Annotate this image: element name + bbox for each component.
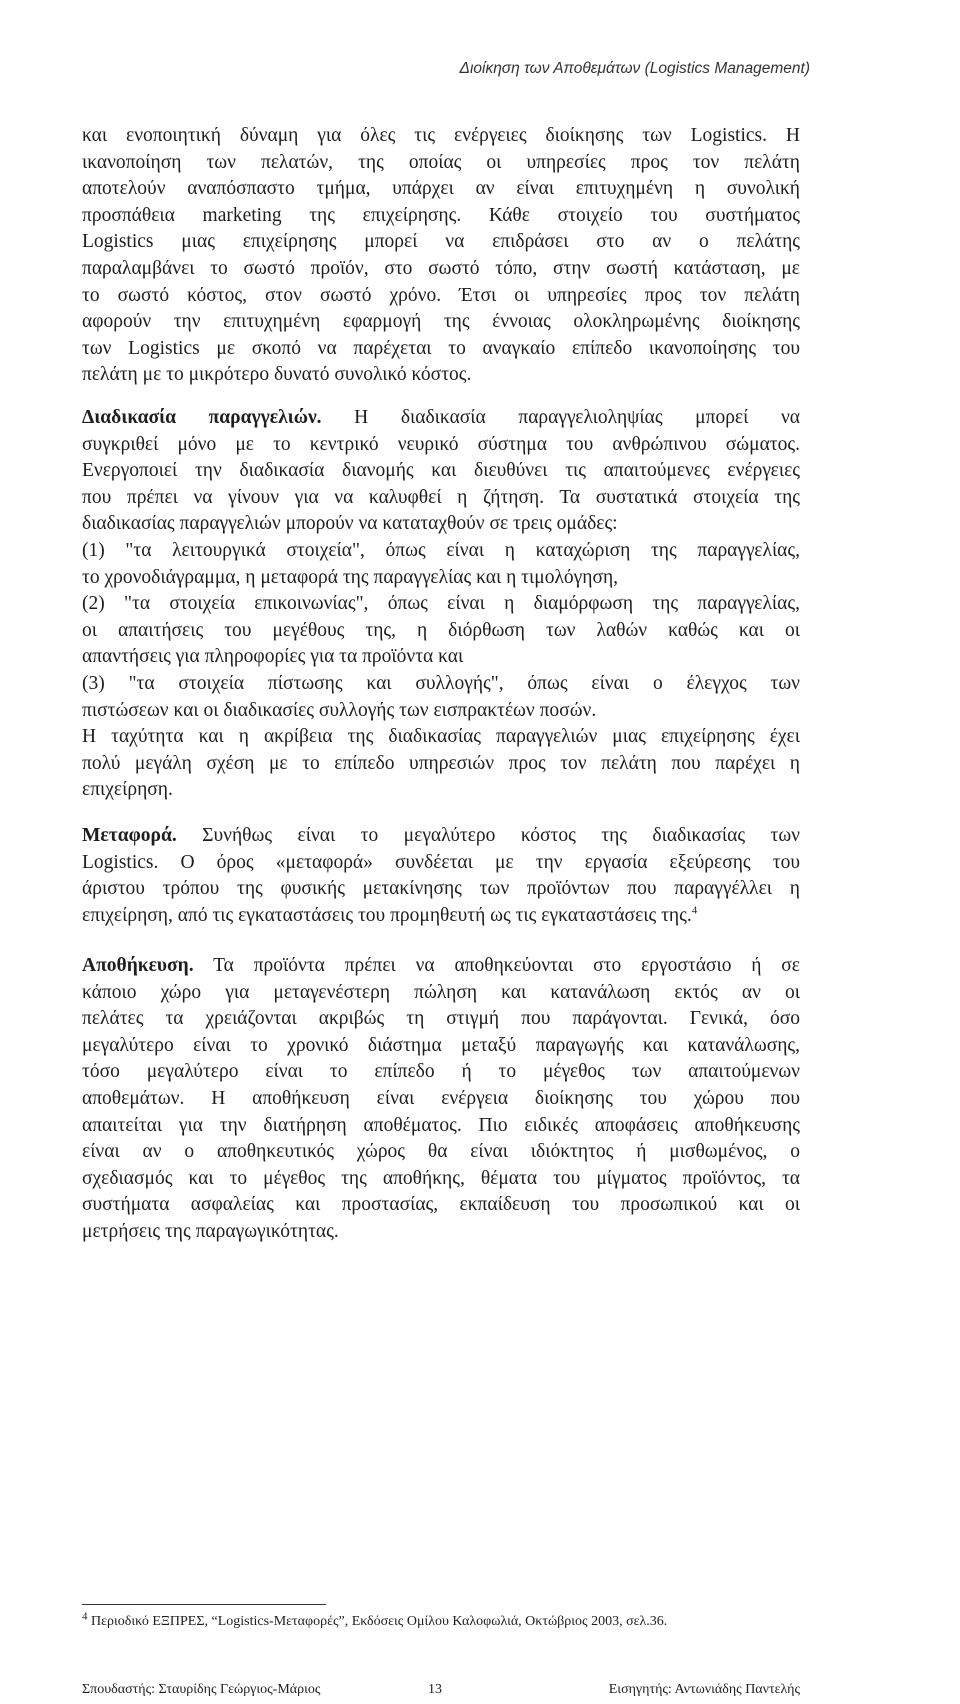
- footer-page-number: 13: [428, 1682, 442, 1697]
- line-text: που πρέπει να γίνουν για να καλυφθεί η ζήτηση. Τα συστατικά στοιχεία της: [82, 486, 800, 508]
- text-line: [82, 724, 800, 751]
- line-text: Τα προϊόντα πρέπει να αποθηκεύονται στο εργοστάσιο ή σε: [193, 955, 800, 976]
- text-line: [82, 777, 800, 804]
- line-text: Συνήθως είναι το μεγαλύτερο κόστος της διαδικασίας των: [176, 825, 800, 846]
- text-line: [82, 1086, 800, 1113]
- text-line: [82, 1033, 800, 1060]
- text-line: [82, 458, 800, 485]
- line-text: μετρήσεις της παραγωγικότητας.: [82, 1220, 339, 1242]
- page-footer: [82, 1682, 800, 1704]
- text-line: [82, 591, 800, 618]
- paragraph-transportation: [82, 823, 800, 929]
- text-line: [82, 671, 800, 698]
- text-line: [82, 903, 800, 930]
- line-text: επιχείρηση, από τις εγκαταστάσεις του προμηθευτή ως τις εγκαταστάσεις της.: [82, 904, 692, 926]
- footnote-rule: [82, 1604, 326, 1605]
- line-text: πελάτη με το μικρότερο δυνατό συνολικό κόστος.: [82, 364, 472, 386]
- line-text: άριστου τρόπου της φυσικής μετακίνησης των προϊόντων που παραγγέλλει η: [82, 878, 800, 900]
- text-line: [82, 362, 800, 389]
- text-line: [82, 309, 800, 336]
- text-line: [82, 1219, 800, 1246]
- section-heading: Διαδικασία παραγγελιών.: [82, 407, 322, 428]
- line-text: (3) "τα στοιχεία πίστωσης και συλλογής", όπως είναι ο έλεγχος των: [82, 672, 800, 694]
- text-line: [82, 538, 800, 565]
- line-text: Logistics μιας επιχείρησης μπορεί να επιδράσει στο αν ο πελάτης: [82, 231, 800, 253]
- text-line: [82, 1192, 800, 1219]
- line-text: Ενεργοποιεί την διαδικασία διανομής και διευθύνει τις απαιτούμενες ενέργειες: [82, 460, 800, 482]
- line-text: τόσο μεγαλύτερο είναι το επίπεδο ή το μέγεθος των απαιτούμενων: [82, 1061, 800, 1083]
- paragraph-warehousing: [82, 953, 800, 1246]
- line-text: Logistics. Ο όρος «μεταφορά» συνδέεται με την εργασία εξεύρεσης του: [82, 851, 800, 873]
- line-text: (1) "τα λειτουργικά στοιχεία", όπως είναι η καταχώριση της παραγγελίας,: [82, 539, 800, 561]
- footer-student: Σπουδαστής: Σταυρίδης Γεώργιος-Μάριος: [82, 1682, 321, 1697]
- text-line: [82, 565, 800, 592]
- paragraph-customer-service: [82, 123, 800, 389]
- text-line: [82, 644, 800, 671]
- line-text: οι απαιτήσεις του μεγέθους της, η διόρθωση των λαθών καθώς και οι: [82, 619, 800, 641]
- line-text: σχεδιασμός και το μέγεθος της αποθήκης, θέματα του μίγματος προϊόντος, τα: [82, 1167, 800, 1189]
- paragraph-order-processing: [82, 405, 800, 804]
- text-line: [82, 256, 800, 283]
- text-line: [82, 283, 800, 310]
- line-text: Η διαδικασία παραγγελιοληψίας μπορεί να: [321, 407, 801, 428]
- text-line: [82, 698, 800, 725]
- text-line: [82, 1059, 800, 1086]
- text-line: [82, 850, 800, 877]
- text-line: [82, 511, 800, 538]
- line-text: παραλαμβάνει το σωστό προϊόν, στο σωστό τόπο, στην σωστή κατάσταση, με: [82, 257, 800, 279]
- text-line: [82, 1006, 800, 1033]
- line-text: το χρονοδιάγραμμα, η μεταφορά της παραγγελίας και η τιμολόγηση,: [82, 566, 619, 588]
- line-text: απαιτείται για την διατήρηση αποθέματος. Πιο ειδικές αποφάσεις αποθήκευσης: [82, 1114, 800, 1136]
- footnote-text: Περιοδικό ΕΞΠΡΕΣ, “Logistics-Μεταφορές”, Εκδόσεις Ομίλου Καλοφωλιά, Οκτώβριος 2003, σελ.36.: [87, 1614, 668, 1629]
- text-line: [82, 823, 800, 850]
- text-line: [82, 980, 800, 1007]
- text-line: [82, 150, 800, 177]
- line-text: αφορούν την επιτυχημένη εφαρμογή της έννοιας ολοκληρωμένης διοίκησης: [82, 311, 800, 333]
- line-text: συγκριθεί μόνο με το κεντρικό νευρικό σύστημα του ανθρώπινου σώματος.: [82, 433, 800, 455]
- text-line: [82, 123, 800, 150]
- text-line: [82, 176, 800, 203]
- text-line: [82, 1166, 800, 1193]
- line-text: το σωστό κόστος, στον σωστό χρόνο. Έτσι οι υπηρεσίες προς τον πελάτη: [82, 284, 800, 306]
- footnote-marker: 4: [82, 1610, 88, 1623]
- footnote-reference: 4: [691, 904, 698, 917]
- text-line: [82, 485, 800, 512]
- line-text: αποτελούν αναπόσπαστο τμήμα, υπάρχει αν είναι επιτυχημένη η συνολική: [82, 178, 800, 200]
- text-line: [82, 336, 800, 363]
- line-text: μεγαλύτερο είναι το χρονικό διάστημα μεταξύ παραγωγής και κατανάλωσης,: [82, 1034, 800, 1056]
- line-text: προσπάθεια marketing της επιχείρησης. Κάθε στοιχείο του συστήματος: [82, 204, 800, 226]
- line-text: κάποιο χώρο για μεταγενέστερη πώληση και κατανάλωση εκτός αν οι: [82, 981, 800, 1003]
- section-heading: Αποθήκευση.: [82, 955, 194, 976]
- text-line: [82, 1113, 800, 1140]
- line-text: πελάτες τα χρειάζονται ακριβώς τη στιγμή που παράγονται. Γενικά, όσο: [82, 1008, 800, 1030]
- running-header: Διοίκηση των Αποθεμάτων (Logistics Management): [459, 60, 810, 77]
- text-line: [82, 953, 800, 980]
- text-line: [82, 432, 800, 459]
- text-line: [82, 405, 800, 432]
- footer-supervisor: Εισηγητής: Αντωνιάδης Παντελής: [608, 1682, 800, 1697]
- line-text: επιχείρηση.: [82, 779, 173, 801]
- line-text: ικανοποίηση των πελατών, της οποίας οι υπηρεσίες προς τον πελάτη: [82, 151, 800, 173]
- line-text: συστήματα ασφαλείας και προστασίας, εκπαίδευση του προσωπικού και οι: [82, 1194, 800, 1216]
- section-heading: Μεταφορά.: [82, 825, 177, 846]
- text-line: [82, 618, 800, 645]
- line-text: είναι αν ο αποθηκευτικός χώρος θα είναι ιδιόκτητος ή μισθωμένος, ο: [82, 1141, 800, 1163]
- text-line: [82, 751, 800, 778]
- text-line: [82, 229, 800, 256]
- text-line: [82, 876, 800, 903]
- line-text: διαδικασίας παραγγελιών μπορούν να καταταχθούν σε τρεις ομάδες:: [82, 513, 618, 535]
- line-text: και ενοποιητική δύναμη για όλες τις ενέργειες διοίκησης των Logistics. Η: [82, 125, 800, 146]
- footnote: [82, 1610, 668, 1630]
- text-line: [82, 203, 800, 230]
- line-text: των Logistics με σκοπό να παρέχεται το αναγκαίο επίπεδο ικανοποίησης του: [82, 337, 800, 359]
- line-text: αποθεμάτων. Η αποθήκευση είναι ενέργεια διοίκησης του χώρου που: [82, 1087, 800, 1109]
- line-text: πολύ μεγάλη σχέση με το επίπεδο υπηρεσιών προς τον πελάτη που παρέχει η: [82, 752, 800, 774]
- line-text: απαντήσεις για πληροφορίες για τα προϊόντα και: [82, 646, 464, 668]
- text-line: [82, 1139, 800, 1166]
- line-text: Η ταχύτητα και η ακρίβεια της διαδικασίας παραγγελιών μιας επιχείρησης έχει: [82, 726, 800, 748]
- line-text: πιστώσεων και οι διαδικασίες συλλογής των εισπρακτέων ποσών.: [82, 699, 597, 721]
- line-text: (2) "τα στοιχεία επικοινωνίας", όπως είναι η διαμόρφωση της παραγγελίας,: [82, 593, 800, 615]
